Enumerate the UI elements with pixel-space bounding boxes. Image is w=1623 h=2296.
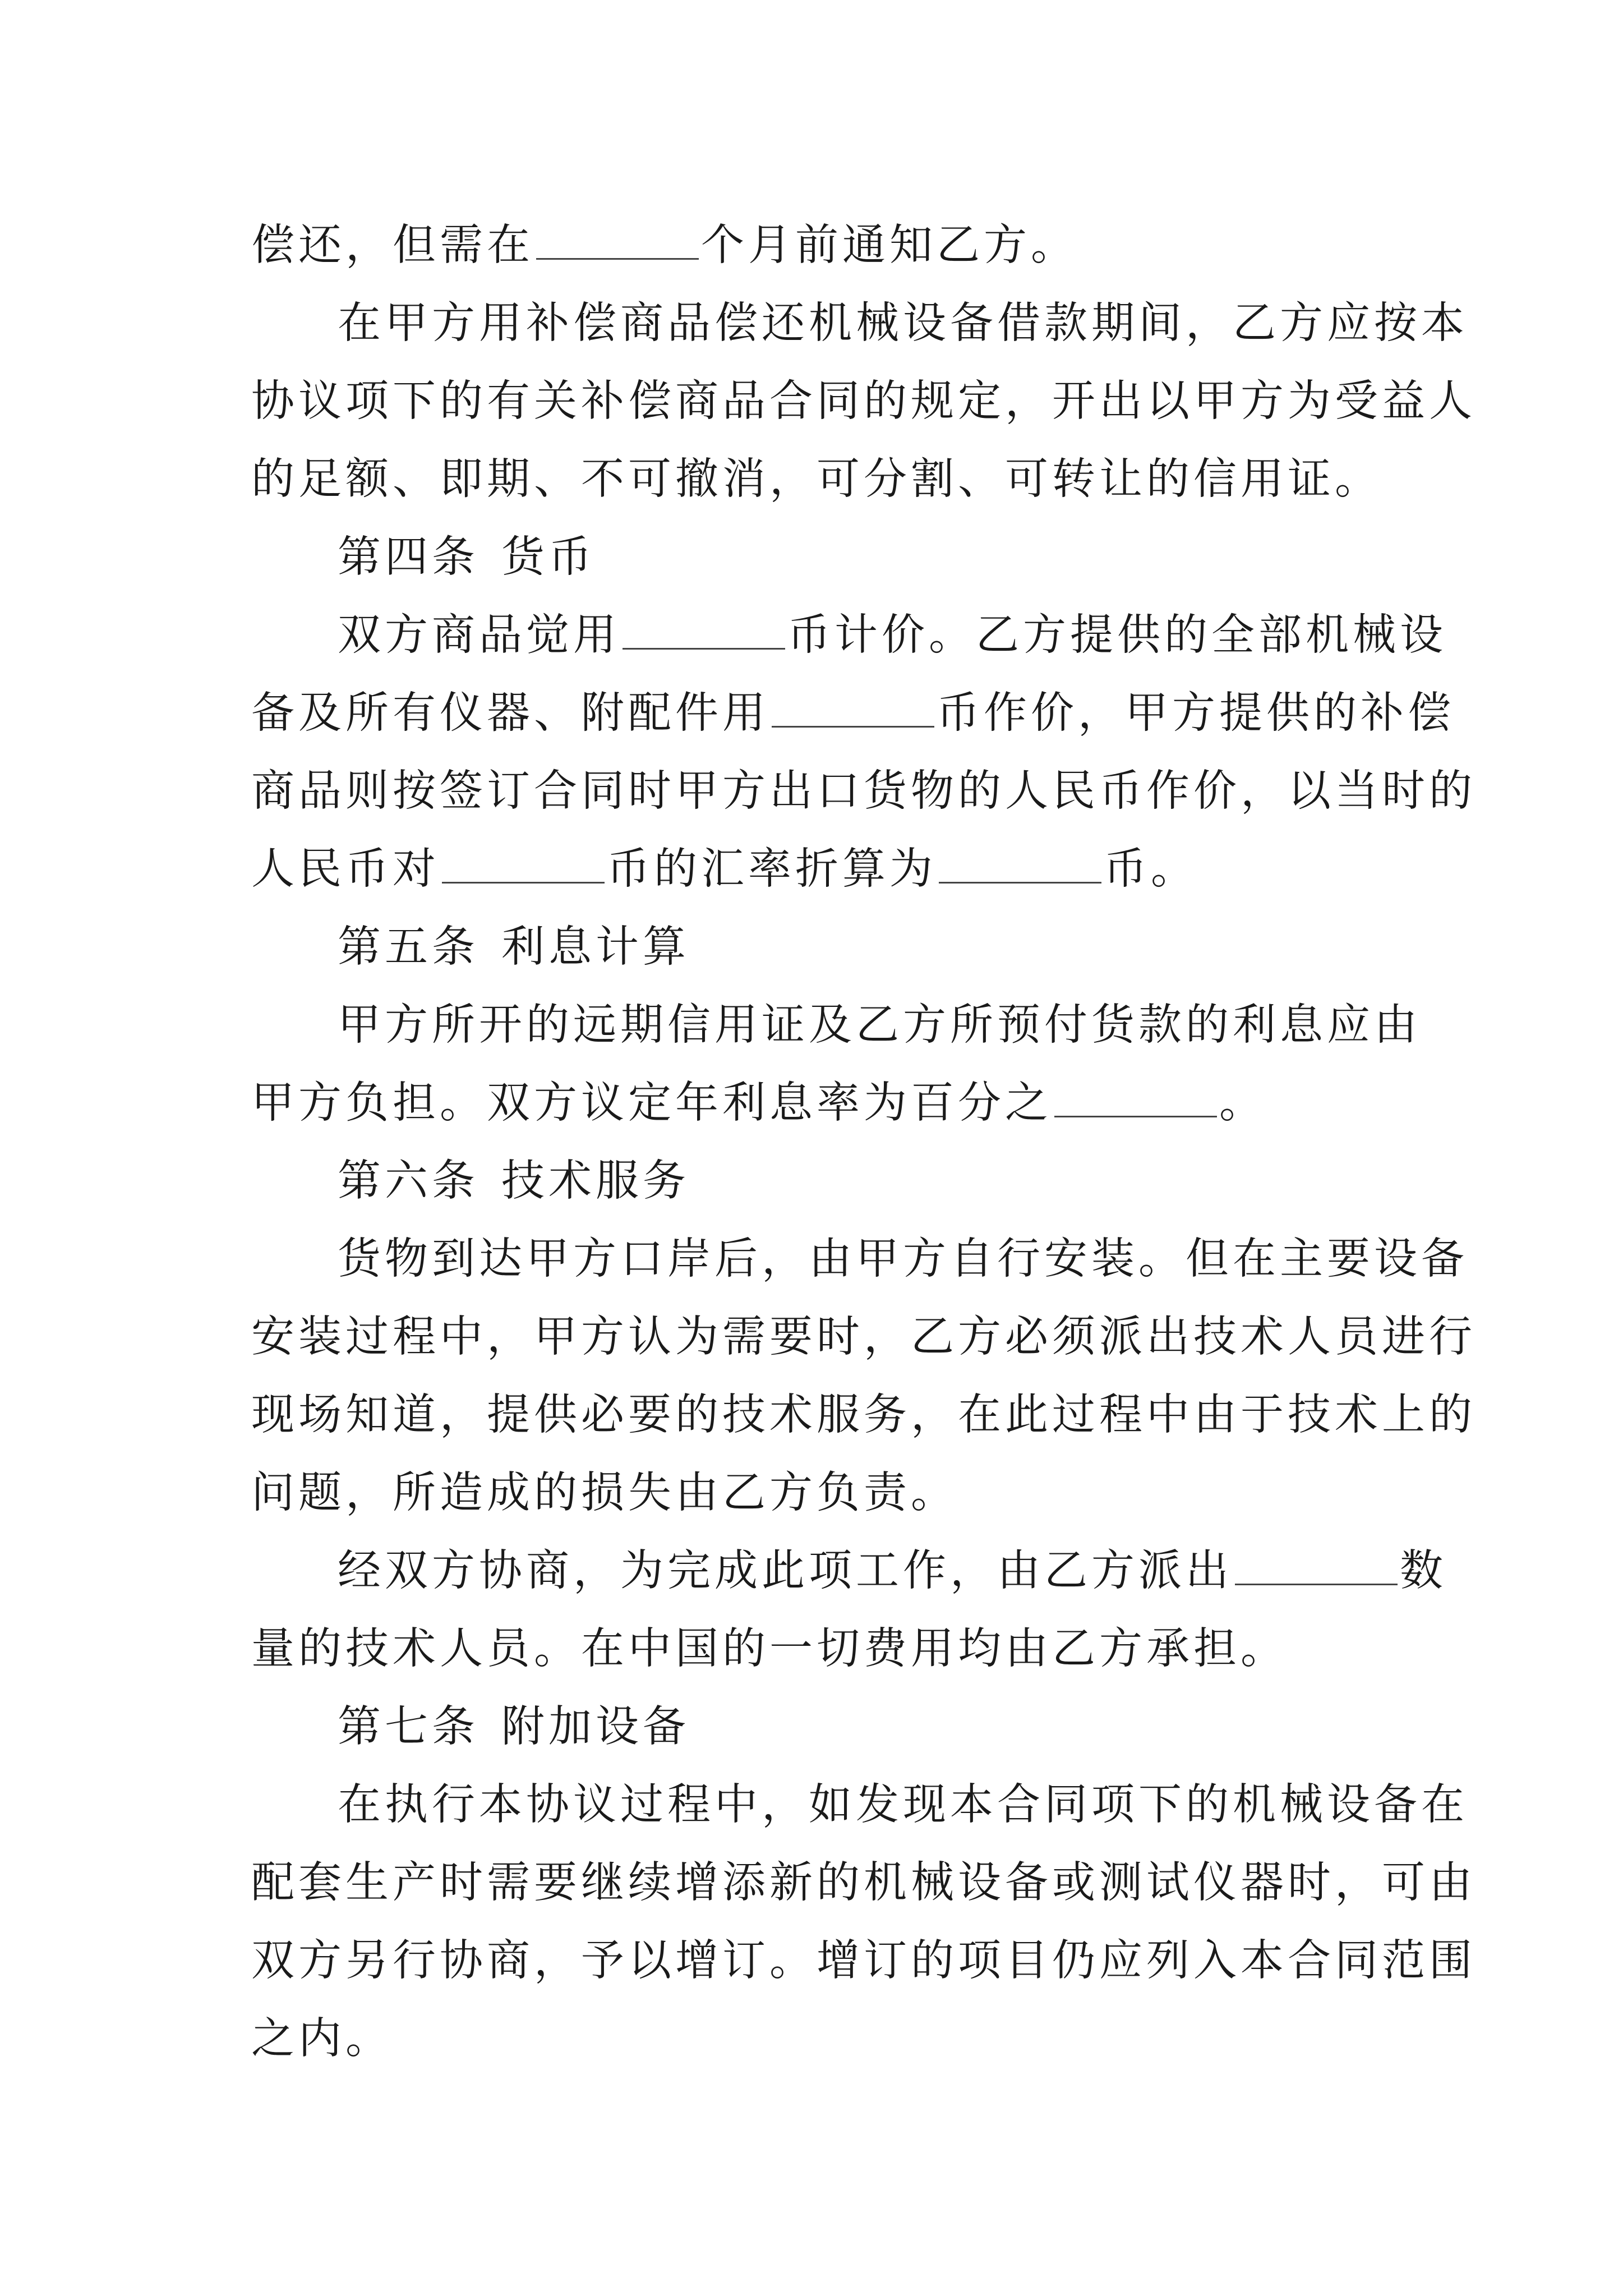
text-segment: 安装过程中，甲方认为需要时，乙方必须派出技术人员进行: [251, 1312, 1476, 1362]
paragraph-line: [251, 986, 1421, 1064]
article-heading: [251, 1688, 1390, 1766]
text-segment: 在执行本协议过程中，如发现本合同项下的机械设备在: [338, 1780, 1468, 1830]
article-heading: [251, 908, 1390, 986]
paragraph-line: [251, 206, 1390, 284]
text-segment: 的足额、即期、不可撤消，可分割、可转让的信用证。: [251, 454, 1382, 504]
text-segment: 现场知道，提供必要的技术服务，在此过程中由于技术上的: [251, 1390, 1476, 1440]
text-segment: 经双方协商，为完成此项工作，由乙方派出: [338, 1546, 1233, 1596]
text-segment: 协议项下的有关补偿商品合同的规定，开出以甲方为受益人: [251, 376, 1476, 426]
paragraph-line: [251, 1220, 1468, 1298]
paragraph-line: [251, 1922, 1476, 2000]
text-segment: 币的汇率折算为: [607, 844, 937, 894]
article-number: 第六条: [338, 1156, 479, 1206]
article-number: 第四条: [338, 532, 479, 582]
fill-in-blank: [939, 848, 1101, 884]
document-body: [251, 206, 1476, 2078]
article-number: 第七条: [338, 1702, 479, 1752]
article-number: 第五条: [338, 922, 479, 972]
paragraph-line: [251, 596, 1447, 674]
article-title: 利息计算: [501, 922, 690, 972]
text-segment: 数: [1400, 1546, 1447, 1596]
text-segment: 备及所有仪器、附配件用: [251, 688, 769, 738]
paragraph-line: [251, 830, 1390, 908]
article-title: 技术服务: [501, 1156, 690, 1206]
text-segment: 配套生产时需要继续增添新的机械设备或测试仪器时，可由: [251, 1858, 1476, 1908]
text-segment: 个月前通知乙方。: [701, 220, 1078, 270]
paragraph-line: [251, 674, 1455, 752]
text-segment: 之内。: [251, 2014, 393, 2064]
paragraph-line: [251, 1298, 1476, 1376]
paragraph-line: [251, 1844, 1476, 1922]
paragraph-line: [251, 2000, 1390, 2078]
article-heading: [251, 1142, 1390, 1220]
text-segment: 偿还，但需在: [251, 220, 534, 270]
text-segment: 币计价。乙方提供的全部机械设: [787, 610, 1447, 660]
paragraph-line: [251, 1454, 1390, 1532]
text-segment: 在甲方用补偿商品偿还机械设备借款期间，乙方应按本: [338, 298, 1468, 348]
article-title: 货币: [501, 532, 596, 582]
fill-in-blank: [1235, 1550, 1398, 1585]
text-segment: 币作价，甲方提供的补偿: [937, 688, 1455, 738]
paragraph-line: [251, 1532, 1447, 1610]
paragraph-line: [251, 1064, 1390, 1142]
paragraph-line: [251, 362, 1476, 440]
text-segment: 双方另行协商，予以增订。增订的项目仍应列入本合同范围: [251, 1936, 1476, 1986]
paragraph-line: [251, 1610, 1390, 1688]
paragraph-line: [251, 1376, 1476, 1454]
article-title: 附加设备: [501, 1702, 690, 1752]
text-segment: 人民币对: [251, 844, 440, 894]
paragraph-line: [251, 1766, 1468, 1844]
article-heading: [251, 518, 1390, 596]
text-segment: 货物到达甲方口岸后，由甲方自行安装。但在主要设备: [338, 1234, 1468, 1284]
paragraph-line: [251, 752, 1476, 830]
fill-in-blank: [1054, 1082, 1217, 1117]
text-segment: 量的技术人员。在中国的一切费用均由乙方承担。: [251, 1624, 1288, 1674]
paragraph-line: [251, 440, 1390, 518]
text-segment: 币。: [1104, 844, 1198, 894]
text-segment: 甲方所开的远期信用证及乙方所预付货款的利息应由: [338, 1000, 1421, 1050]
text-segment: 甲方负担。双方议定年利息率为百分之: [251, 1078, 1052, 1128]
fill-in-blank: [623, 614, 785, 650]
text-segment: 问题，所造成的损失由乙方负责。: [251, 1468, 958, 1518]
text-segment: 商品则按签订合同时甲方出口货物的人民币作价，以当时的: [251, 766, 1476, 816]
paragraph-line: [251, 284, 1468, 362]
text-segment: 。: [1219, 1078, 1266, 1128]
fill-in-blank: [536, 224, 699, 260]
text-segment: 双方商品觉用: [338, 610, 620, 660]
fill-in-blank: [772, 692, 934, 728]
fill-in-blank: [442, 848, 605, 884]
